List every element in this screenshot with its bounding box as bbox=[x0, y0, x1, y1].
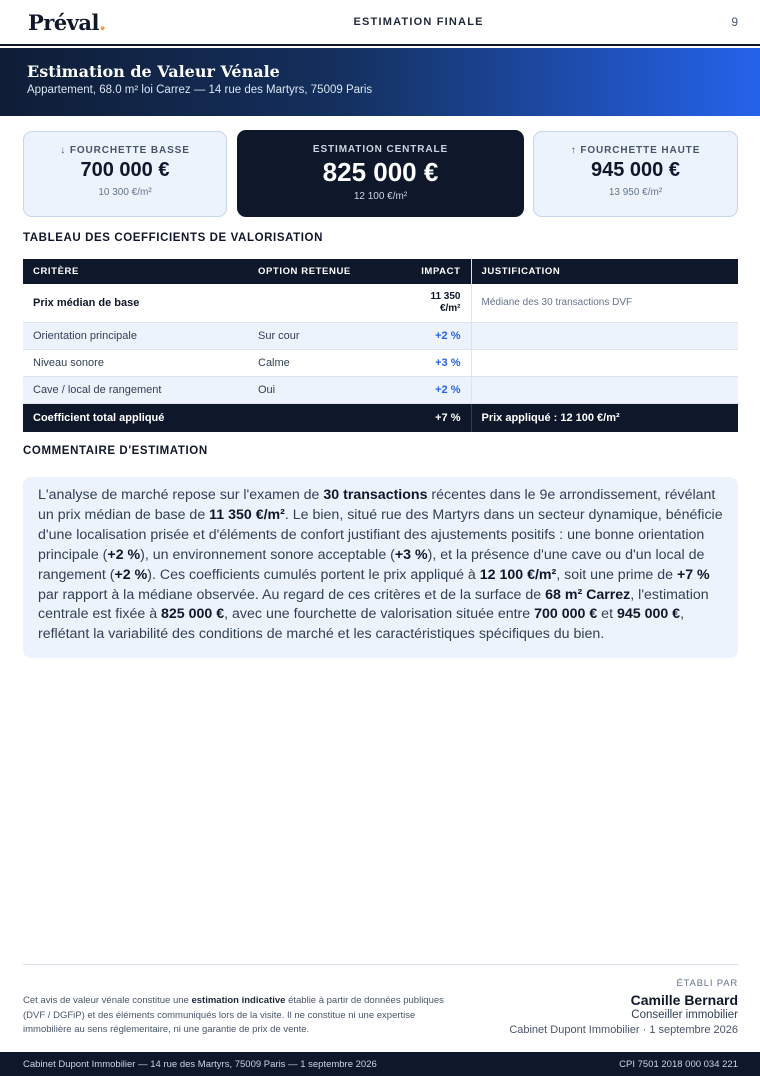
page-title: Estimation de Valeur Vénale bbox=[27, 62, 280, 81]
cell-justification bbox=[471, 376, 738, 403]
property-subtitle: Appartement, 68.0 m² loi Carrez — 14 rue des Martyrs, 75009 Paris bbox=[27, 84, 373, 96]
comment-text: ). Ces coefficients cumulés portent le prix appliqué à bbox=[147, 566, 480, 583]
comment-highlight: +2 % bbox=[114, 566, 148, 583]
high-range-card bbox=[533, 131, 738, 217]
low-range-value: 700 000 € bbox=[80, 159, 170, 181]
table-total-row bbox=[23, 403, 738, 432]
comment-highlight: 825 000 € bbox=[161, 606, 225, 623]
comment-highlight: +3 % bbox=[394, 546, 428, 563]
total-label: Coefficient total appliqué bbox=[23, 403, 403, 432]
high-range-per-m2: 13 950 €/m² bbox=[608, 187, 663, 198]
comment-text: ), un environnement sonore acceptable ( bbox=[140, 546, 395, 563]
comment-text: récentes dans le 9e arrondissement, révélant un prix médian de base de bbox=[38, 487, 716, 523]
brand-logo: Préval. bbox=[28, 9, 106, 35]
coefficients-title: TABLEAU DES COEFFICIENTS DE VALORISATION bbox=[23, 232, 324, 244]
central-estimate-card bbox=[237, 130, 524, 217]
comment-text: , soit une prime de bbox=[556, 566, 677, 583]
total-applied-price: Prix appliqué : 12 100 €/m² bbox=[471, 403, 738, 432]
cell-option: Sur cour bbox=[248, 322, 403, 349]
cell-option bbox=[248, 284, 403, 322]
footer-license: CPI 7501 2018 000 034 221 bbox=[619, 1058, 738, 1070]
cell-justification bbox=[471, 322, 738, 349]
signature-label: ÉTABLI PAR bbox=[676, 978, 738, 989]
comment-text: , l'estimation centrale est fixée à bbox=[38, 586, 709, 623]
header-impact: IMPACT bbox=[403, 259, 471, 284]
central-estimate-value: 825 000 € bbox=[322, 157, 439, 187]
total-impact: +7 % bbox=[403, 403, 471, 432]
cell-justification bbox=[471, 349, 738, 376]
cell-option: Calme bbox=[248, 349, 403, 376]
low-range-label: FOURCHETTE BASSE bbox=[69, 145, 190, 156]
advisor-role: Conseiller immobilier bbox=[631, 1009, 738, 1021]
comment-highlight: 11 350 €/m² bbox=[209, 506, 285, 523]
header-option: OPTION RETENUE bbox=[248, 259, 403, 284]
high-range-value: 945 000 € bbox=[591, 159, 680, 181]
header-justification: JUSTIFICATION bbox=[471, 259, 738, 284]
comment-text: , avec une fourchette de valorisation située entre bbox=[224, 606, 535, 623]
table-row bbox=[23, 322, 738, 349]
comment-highlight: 12 100 €/m² bbox=[479, 566, 557, 583]
advisor-name: Camille Bernard bbox=[630, 992, 738, 1008]
page-header bbox=[0, 0, 760, 46]
cell-criterion: Prix médian de base bbox=[23, 284, 248, 322]
arrow-down-icon: ↓ bbox=[60, 145, 67, 156]
hero-banner bbox=[0, 48, 760, 116]
low-range-per-m2: 10 300 €/m² bbox=[98, 187, 152, 198]
comment-text: L'analyse de marché repose sur l'examen de bbox=[38, 487, 324, 503]
table-header-row bbox=[23, 259, 738, 284]
comment-highlight: +7 % bbox=[676, 566, 710, 583]
footer-divider bbox=[23, 964, 738, 965]
central-estimate-per-m2: 12 100 €/m² bbox=[353, 191, 408, 202]
cell-impact: +2 % bbox=[403, 322, 471, 349]
cell-criterion: Niveau sonore bbox=[23, 349, 248, 376]
comment-highlight: +2 % bbox=[107, 546, 141, 563]
table-row bbox=[23, 349, 738, 376]
coefficients-table bbox=[23, 259, 738, 432]
comment-text: ), et la présence d'une cave ou d'un local de rangement ( bbox=[38, 546, 705, 583]
cell-impact: +3 % bbox=[403, 349, 471, 376]
cell-justification: Médiane des 30 transactions DVF bbox=[471, 284, 738, 322]
comment-highlight: 30 transactions bbox=[323, 487, 428, 503]
section-title: ESTIMATION FINALE bbox=[353, 16, 484, 28]
table-row bbox=[23, 376, 738, 403]
arrow-up-icon: ↑ bbox=[570, 145, 577, 156]
page-number: 9 bbox=[731, 15, 738, 29]
page-footer bbox=[0, 1052, 760, 1076]
signature-block bbox=[509, 978, 738, 1036]
legal-disclaimer: Cet avis de valeur vénale constitue une estimation indicative établie à partir de données publiques (DVF / DGFiP) et des éléments communiqués lors de la visite. Il ne constitue ni une expertise immobilière au sens réglementaire, ni une garantie de prix de vente. bbox=[23, 995, 444, 1035]
comment-text: par rapport à la médiane observée. Au regard de ces critères et de la surface de bbox=[38, 586, 546, 603]
high-range-label: FOURCHETTE HAUTE bbox=[580, 145, 701, 156]
cell-criterion: Cave / local de rangement bbox=[23, 376, 248, 403]
cell-impact: +2 % bbox=[403, 376, 471, 403]
cell-impact: 11 350 €/m² bbox=[403, 284, 471, 322]
central-estimate-label: ESTIMATION CENTRALE bbox=[312, 144, 449, 155]
estimation-comment bbox=[23, 477, 738, 658]
firm-and-date: Cabinet Dupont Immobilier · 1 septembre 2026 bbox=[509, 1024, 738, 1036]
comment-highlight: 700 000 € bbox=[534, 606, 598, 623]
footer-address: Cabinet Dupont Immobilier — 14 rue des Martyrs, 75009 Paris — 1 septembre 2026 bbox=[23, 1058, 377, 1070]
comment-title: COMMENTAIRE D'ESTIMATION bbox=[23, 445, 208, 457]
header-criterion: CRITÈRE bbox=[23, 259, 248, 284]
comment-text: , reflétant la variabilité des conditions de marché et les caractéristiques spécifiques du bien. bbox=[38, 606, 685, 643]
low-range-card bbox=[23, 131, 227, 217]
comment-text: et bbox=[597, 606, 617, 623]
cell-criterion: Orientation principale bbox=[23, 322, 248, 349]
estimate-cards bbox=[23, 130, 738, 218]
comment-text: . Le bien, situé rue des Martyrs dans un secteur dynamique, bénéficie d'une localisation prisée et d'éléments de confort justifiant des ajustements positifs : une bonne orientation principale ( bbox=[38, 506, 723, 563]
table-row-base-price bbox=[23, 284, 738, 322]
comment-highlight: 68 m² Carrez bbox=[545, 586, 631, 603]
cell-option: Oui bbox=[248, 376, 403, 403]
comment-highlight: 945 000 € bbox=[616, 606, 681, 623]
